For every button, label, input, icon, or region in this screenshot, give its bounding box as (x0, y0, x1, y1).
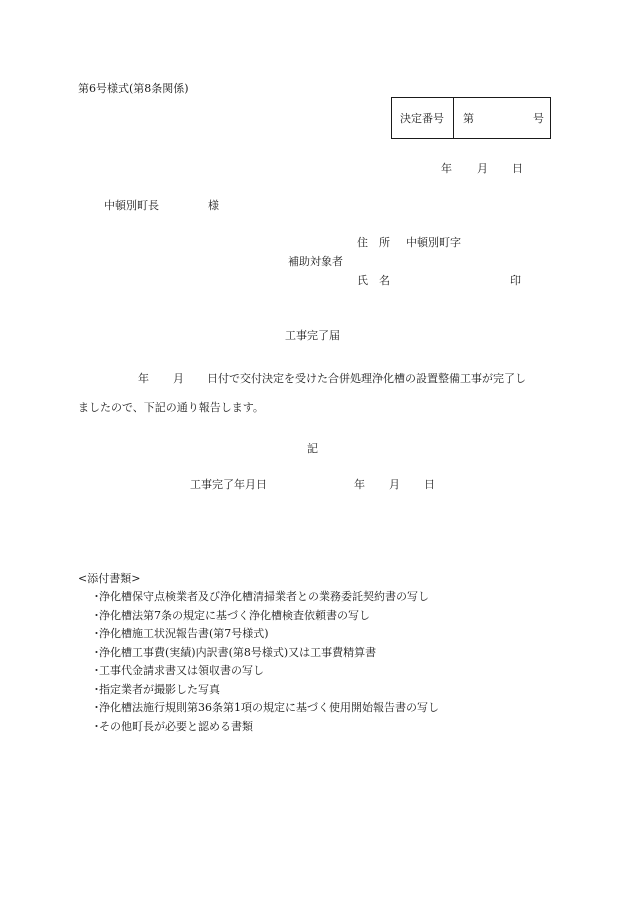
list-item (91, 664, 439, 683)
bullet: ・ (91, 719, 102, 733)
completion-label: 工事完了年月日 (190, 478, 267, 491)
addressee-honorific: 様 (208, 199, 219, 212)
decision-number-go: 号 (533, 112, 544, 125)
bullet: ・ (91, 664, 102, 677)
address-value: 中頓別町字 (406, 236, 461, 249)
body-year: 年 (138, 372, 149, 385)
body-line1: 日付で交付決定を受けた合併処理浄化槽の設置整備工事が完了し (207, 372, 526, 385)
bullet: ・ (91, 645, 102, 659)
attachments-list (91, 590, 439, 738)
date-month: 月 (477, 162, 488, 175)
decision-number-label: 決定番号 (400, 112, 444, 125)
date-day: 日 (512, 162, 523, 175)
list-item (91, 701, 439, 720)
attachment-text: 浄化槽工事費(実績)内訳書(第8号様式)又は工事費精算書 (99, 645, 377, 659)
completion-day: 日 (424, 478, 435, 491)
list-item (91, 590, 439, 609)
attachment-text: 浄化槽保守点検業者及び浄化槽清掃業者との業務委託契約書の写し (99, 590, 429, 603)
attachments-heading: <添付書類> (78, 572, 141, 585)
address-label: 住 所 (357, 236, 390, 249)
decision-number-dai: 第 (463, 112, 474, 125)
list-item (91, 646, 439, 665)
bullet: ・ (91, 701, 102, 714)
bullet: ・ (91, 682, 102, 696)
body-month: 月 (173, 372, 184, 385)
list-item (91, 627, 439, 646)
bullet: ・ (91, 590, 102, 603)
attachment-text: 指定業者が撮影した写真 (99, 682, 220, 696)
completion-month: 月 (389, 478, 400, 491)
list-item (91, 609, 439, 628)
seal-mark: 印 (510, 274, 521, 287)
attachment-text: 浄化槽法第7条の規定に基づく浄化槽検査依頼書の写し (99, 608, 370, 622)
decision-number-box (391, 97, 551, 139)
attachment-text: その他町長が必要と認める書類 (99, 719, 253, 733)
document-title: 工事完了届 (285, 329, 340, 342)
list-item (91, 720, 439, 739)
attachment-text: 浄化槽施工状況報告書(第7号様式) (99, 627, 269, 640)
name-label: 氏 名 (357, 274, 390, 287)
ki-mark: 記 (307, 442, 318, 455)
attachment-text: 浄化槽法施行規則第36条第1項の規定に基づく使用開始報告書の写し (99, 701, 439, 714)
applicant-group-label: 補助対象者 (288, 255, 343, 268)
list-item (91, 683, 439, 702)
form-label: 第6号様式(第8条関係) (78, 82, 189, 95)
attachment-text: 工事代金請求書又は領収書の写し (99, 664, 264, 677)
bullet: ・ (91, 627, 102, 640)
body-line2: ましたので、下記の通り報告します。 (78, 401, 264, 414)
completion-year: 年 (354, 478, 365, 491)
box-divider (453, 98, 454, 138)
date-year: 年 (441, 162, 452, 175)
addressee-name: 中頓別町長 (104, 199, 159, 212)
bullet: ・ (91, 608, 102, 622)
